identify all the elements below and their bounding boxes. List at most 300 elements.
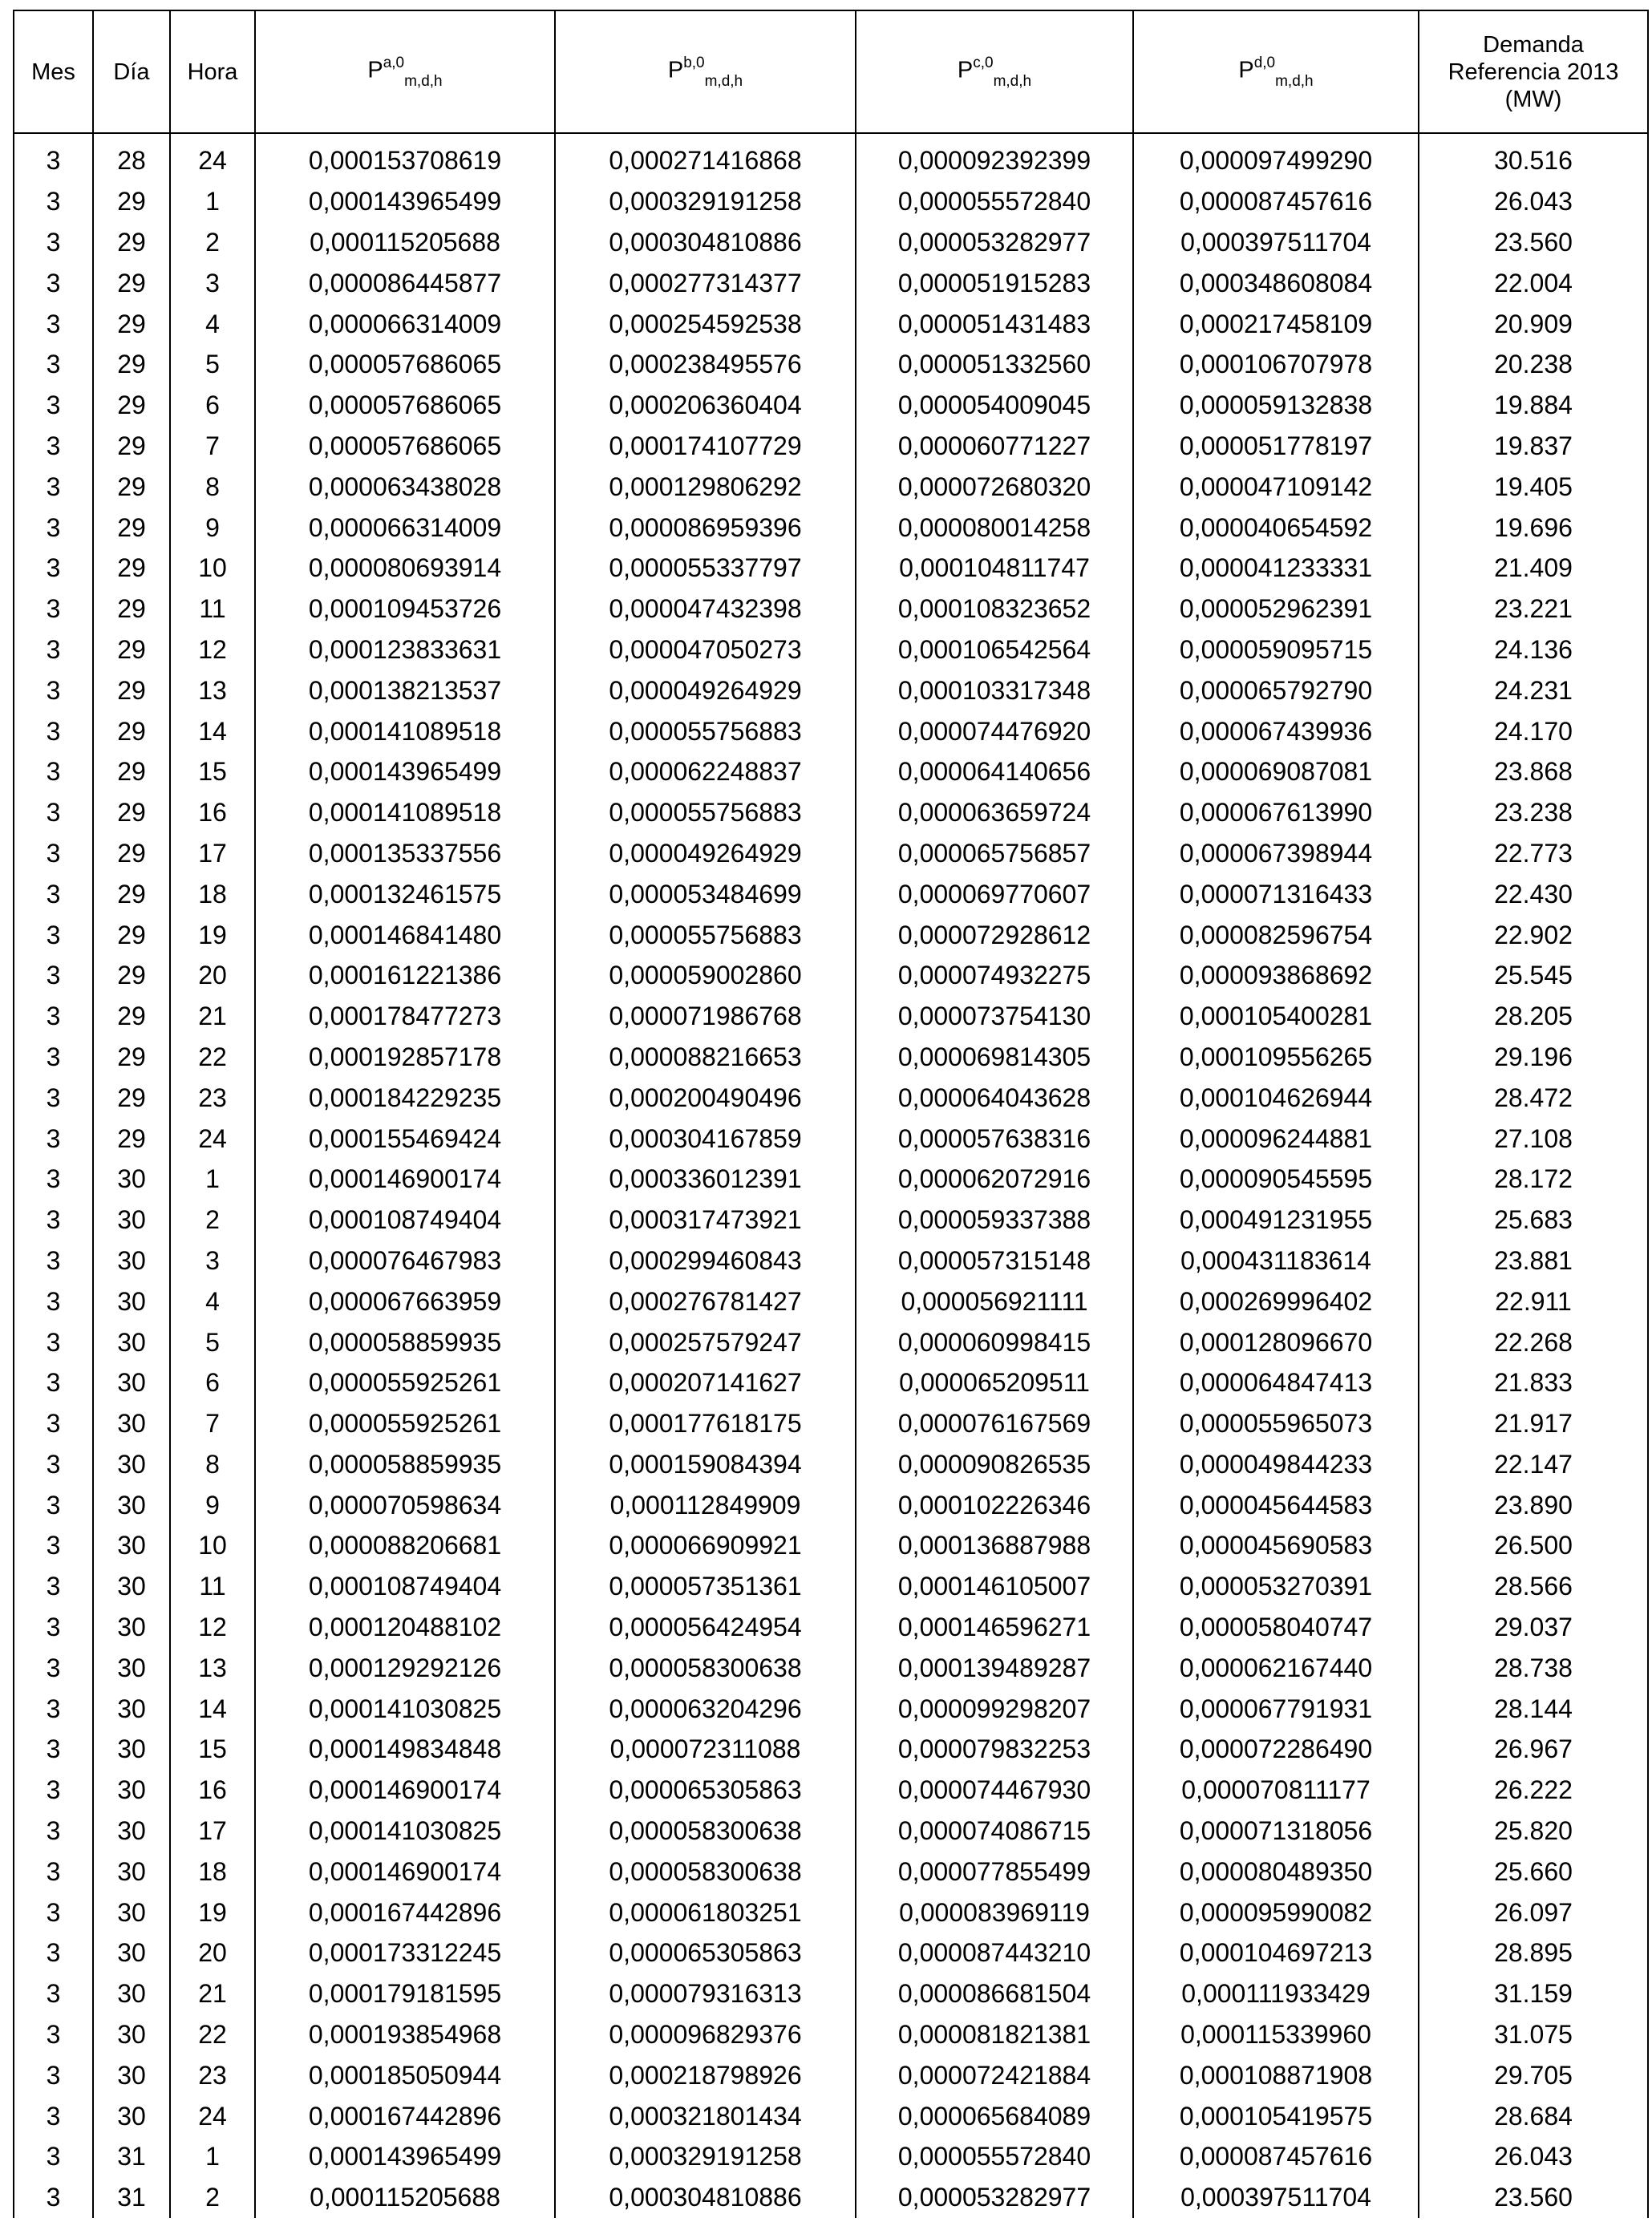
table-row	[14, 792, 1648, 833]
cell-pb: 0,000047432398	[555, 589, 856, 629]
table-row	[14, 996, 1648, 1037]
cell-pa: 0,000057686065	[255, 385, 555, 426]
cell-mes: 3	[14, 1362, 93, 1403]
cell-dia: 30	[93, 1892, 170, 1933]
table-row	[14, 1403, 1648, 1444]
cell-pc: 0,000074932275	[856, 955, 1133, 996]
cell-demanda: 22.147	[1419, 1444, 1648, 1485]
cell-pa: 0,000149834848	[255, 1729, 555, 1770]
cell-pa: 0,000153708619	[255, 133, 555, 181]
cell-pd: 0,000067398944	[1133, 833, 1419, 874]
table-row	[14, 1729, 1648, 1770]
table-row	[14, 548, 1648, 589]
cell-pa: 0,000173312245	[255, 1933, 555, 1973]
pb-sub: m,d,h	[704, 73, 743, 91]
cell-pb: 0,000047050273	[555, 629, 856, 670]
cell-dia: 29	[93, 914, 170, 955]
table-row	[14, 1077, 1648, 1118]
table-row	[14, 1770, 1648, 1811]
cell-pa: 0,000070598634	[255, 1484, 555, 1525]
cell-pd: 0,000053270391	[1133, 1566, 1419, 1607]
cell-pd: 0,000115339960	[1133, 2014, 1419, 2055]
cell-pb: 0,000058300638	[555, 1811, 856, 1852]
cell-pb: 0,000065305863	[555, 1770, 856, 1811]
cell-mes: 3	[14, 955, 93, 996]
cell-pa: 0,000192857178	[255, 1037, 555, 1078]
cell-pa: 0,000066314009	[255, 507, 555, 548]
cell-pb: 0,000061803251	[555, 1892, 856, 1933]
cell-pa: 0,000115205688	[255, 2177, 555, 2218]
cell-dia: 30	[93, 1362, 170, 1403]
cell-dia: 30	[93, 1200, 170, 1240]
cell-pa: 0,000193854968	[255, 2014, 555, 2055]
cell-pb: 0,000218798926	[555, 2054, 856, 2095]
cell-mes: 3	[14, 873, 93, 914]
cell-pc: 0,000072928612	[856, 914, 1133, 955]
cell-pd: 0,000090545595	[1133, 1159, 1419, 1200]
cell-pb: 0,000206360404	[555, 385, 856, 426]
cell-pa: 0,000086445877	[255, 262, 555, 303]
cell-pc: 0,000057315148	[856, 1240, 1133, 1281]
cell-hora: 13	[170, 670, 255, 710]
cell-pd: 0,000052962391	[1133, 589, 1419, 629]
cell-demanda: 19.884	[1419, 385, 1648, 426]
pb-sup: b,0	[683, 54, 705, 71]
cell-mes: 3	[14, 1607, 93, 1648]
cell-pa: 0,000167442896	[255, 1892, 555, 1933]
cell-dia: 30	[93, 1240, 170, 1281]
cell-mes: 3	[14, 303, 93, 344]
cell-pc: 0,000103317348	[856, 670, 1133, 710]
cell-pd: 0,000059095715	[1133, 629, 1419, 670]
cell-hora: 19	[170, 914, 255, 955]
cell-pc: 0,000086681504	[856, 1973, 1133, 2014]
cell-pc: 0,000083969119	[856, 1892, 1133, 1933]
cell-pd: 0,000072286490	[1133, 1729, 1419, 1770]
cell-pb: 0,000071986768	[555, 996, 856, 1037]
cell-dia: 29	[93, 548, 170, 589]
cell-pa: 0,000055925261	[255, 1403, 555, 1444]
cell-pc: 0,000139489287	[856, 1647, 1133, 1688]
cell-mes: 3	[14, 792, 93, 833]
cell-demanda: 30.516	[1419, 133, 1648, 181]
cell-hora: 2	[170, 1200, 255, 1240]
cell-pd: 0,000217458109	[1133, 303, 1419, 344]
table-row	[14, 181, 1648, 222]
cell-hora: 7	[170, 426, 255, 467]
cell-demanda: 19.405	[1419, 466, 1648, 507]
cell-pd: 0,000095990082	[1133, 1892, 1419, 1933]
cell-pb: 0,000174107729	[555, 426, 856, 467]
cell-pa: 0,000141089518	[255, 710, 555, 751]
cell-pa: 0,000120488102	[255, 1607, 555, 1648]
pc-sup: c,0	[973, 54, 994, 71]
col-header-pb	[555, 10, 856, 133]
cell-mes: 3	[14, 2014, 93, 2055]
cell-hora: 3	[170, 1240, 255, 1281]
cell-demanda: 21.917	[1419, 1403, 1648, 1444]
cell-hora: 21	[170, 996, 255, 1037]
cell-pc: 0,000051915283	[856, 262, 1133, 303]
cell-demanda: 23.881	[1419, 1240, 1648, 1281]
cell-pd: 0,000045644583	[1133, 1484, 1419, 1525]
table-row	[14, 1647, 1648, 1688]
cell-pb: 0,000062248837	[555, 751, 856, 792]
cell-hora: 10	[170, 548, 255, 589]
cell-pc: 0,000055572840	[856, 2136, 1133, 2177]
cell-hora: 4	[170, 303, 255, 344]
cell-pa: 0,000057686065	[255, 426, 555, 467]
cell-pc: 0,000080014258	[856, 507, 1133, 548]
cell-demanda: 19.837	[1419, 426, 1648, 467]
cell-pb: 0,000207141627	[555, 1362, 856, 1403]
table-row	[14, 873, 1648, 914]
cell-pd: 0,000087457616	[1133, 2136, 1419, 2177]
cell-pd: 0,000397511704	[1133, 222, 1419, 263]
cell-pd: 0,000106707978	[1133, 344, 1419, 385]
table-row	[14, 1892, 1648, 1933]
cell-pb: 0,000177618175	[555, 1403, 856, 1444]
cell-dia: 30	[93, 1933, 170, 1973]
cell-hora: 12	[170, 1607, 255, 1648]
cell-dia: 30	[93, 2054, 170, 2095]
cell-hora: 15	[170, 751, 255, 792]
cell-pd: 0,000109556265	[1133, 1037, 1419, 1078]
cell-dia: 29	[93, 589, 170, 629]
cell-pb: 0,000055756883	[555, 914, 856, 955]
cell-pb: 0,000056424954	[555, 1607, 856, 1648]
table-row	[14, 2014, 1648, 2055]
cell-pc: 0,000077855499	[856, 1851, 1133, 1892]
cell-pc: 0,000063659724	[856, 792, 1133, 833]
cell-pc: 0,000065209511	[856, 1362, 1133, 1403]
cell-pa: 0,000179181595	[255, 1973, 555, 2014]
cell-pc: 0,000065684089	[856, 2095, 1133, 2136]
cell-hora: 24	[170, 133, 255, 181]
cell-pd: 0,000087457616	[1133, 181, 1419, 222]
cell-pa: 0,000058859935	[255, 1321, 555, 1362]
cell-mes: 3	[14, 1688, 93, 1729]
cell-mes: 3	[14, 1159, 93, 1200]
cell-pb: 0,000200490496	[555, 1077, 856, 1118]
cell-demanda: 23.868	[1419, 751, 1648, 792]
cell-demanda: 25.683	[1419, 1200, 1648, 1240]
table-row	[14, 1444, 1648, 1485]
cell-pd: 0,000093868692	[1133, 955, 1419, 996]
cell-mes: 3	[14, 1525, 93, 1566]
cell-mes: 3	[14, 507, 93, 548]
cell-pc: 0,000064140656	[856, 751, 1133, 792]
table-row	[14, 1525, 1648, 1566]
table-row	[14, 589, 1648, 629]
cell-dia: 29	[93, 507, 170, 548]
cell-pa: 0,000138213537	[255, 670, 555, 710]
table-row	[14, 1159, 1648, 1200]
cell-mes: 3	[14, 914, 93, 955]
cell-hora: 17	[170, 833, 255, 874]
table-row	[14, 1566, 1648, 1607]
cell-pc: 0,000074086715	[856, 1811, 1133, 1852]
cell-dia: 29	[93, 996, 170, 1037]
cell-pa: 0,000108749404	[255, 1566, 555, 1607]
cell-mes: 3	[14, 589, 93, 629]
cell-pc: 0,000056921111	[856, 1281, 1133, 1321]
table-row	[14, 1973, 1648, 2014]
cell-pa: 0,000146900174	[255, 1770, 555, 1811]
cell-dia: 30	[93, 1566, 170, 1607]
cell-demanda: 23.238	[1419, 792, 1648, 833]
cell-pb: 0,000112849909	[555, 1484, 856, 1525]
cell-hora: 4	[170, 1281, 255, 1321]
cell-demanda: 24.170	[1419, 710, 1648, 751]
cell-pd: 0,000431183614	[1133, 1240, 1419, 1281]
cell-pd: 0,000269996402	[1133, 1281, 1419, 1321]
cell-dia: 29	[93, 1118, 170, 1159]
cell-demanda: 25.820	[1419, 1811, 1648, 1852]
cell-pd: 0,000111933429	[1133, 1973, 1419, 2014]
cell-pb: 0,000055337797	[555, 548, 856, 589]
cell-hora: 11	[170, 1566, 255, 1607]
cell-demanda: 22.004	[1419, 262, 1648, 303]
cell-demanda: 25.545	[1419, 955, 1648, 996]
cell-pd: 0,000047109142	[1133, 466, 1419, 507]
demanda-line2: Referencia 2013	[1448, 59, 1619, 85]
cell-pa: 0,000141089518	[255, 792, 555, 833]
cell-mes: 3	[14, 385, 93, 426]
table-row	[14, 914, 1648, 955]
cell-pa: 0,000063438028	[255, 466, 555, 507]
cell-pc: 0,000053282977	[856, 222, 1133, 263]
cell-mes: 3	[14, 2177, 93, 2218]
cell-dia: 30	[93, 1688, 170, 1729]
cell-hora: 18	[170, 873, 255, 914]
cell-pc: 0,000053282977	[856, 2177, 1133, 2218]
cell-dia: 30	[93, 1403, 170, 1444]
cell-mes: 3	[14, 2054, 93, 2095]
cell-mes: 3	[14, 426, 93, 467]
cell-pc: 0,000108323652	[856, 589, 1133, 629]
cell-pd: 0,000491231955	[1133, 1200, 1419, 1240]
cell-pa: 0,000066314009	[255, 303, 555, 344]
cell-demanda: 24.136	[1419, 629, 1648, 670]
cell-dia: 29	[93, 222, 170, 263]
cell-dia: 29	[93, 873, 170, 914]
cell-pc: 0,000065756857	[856, 833, 1133, 874]
cell-dia: 29	[93, 833, 170, 874]
cell-demanda: 23.890	[1419, 1484, 1648, 1525]
cell-pc: 0,000146105007	[856, 1566, 1133, 1607]
cell-pa: 0,000115205688	[255, 222, 555, 263]
col-header-hora	[170, 10, 255, 133]
table-row	[14, 466, 1648, 507]
pa-sup: a,0	[383, 54, 405, 71]
cell-hora: 23	[170, 1077, 255, 1118]
pb-base: P	[667, 57, 684, 83]
cell-pa: 0,000058859935	[255, 1444, 555, 1485]
cell-dia: 30	[93, 1770, 170, 1811]
table-row	[14, 1484, 1648, 1525]
cell-pa: 0,000167442896	[255, 2095, 555, 2136]
table-row	[14, 222, 1648, 263]
cell-dia: 30	[93, 2095, 170, 2136]
cell-demanda: 26.097	[1419, 1892, 1648, 1933]
header-row	[14, 10, 1648, 133]
cell-demanda: 28.684	[1419, 2095, 1648, 2136]
cell-hora: 15	[170, 1729, 255, 1770]
table-row	[14, 426, 1648, 467]
col-header-dia-label: Día	[113, 59, 150, 85]
cell-hora: 9	[170, 507, 255, 548]
table-row	[14, 1200, 1648, 1240]
cell-dia: 29	[93, 303, 170, 344]
cell-demanda: 28.895	[1419, 1933, 1648, 1973]
cell-hora: 2	[170, 222, 255, 263]
cell-pc: 0,000104811747	[856, 548, 1133, 589]
cell-pc: 0,000060771227	[856, 426, 1133, 467]
cell-pa: 0,000184229235	[255, 1077, 555, 1118]
cell-pc: 0,000072421884	[856, 2054, 1133, 2095]
cell-hora: 24	[170, 2095, 255, 2136]
pc-base: P	[957, 57, 974, 83]
table-row	[14, 1851, 1648, 1892]
cell-mes: 3	[14, 2095, 93, 2136]
cell-hora: 7	[170, 1403, 255, 1444]
cell-demanda: 22.268	[1419, 1321, 1648, 1362]
cell-dia: 29	[93, 751, 170, 792]
cell-pa: 0,000161221386	[255, 955, 555, 996]
cell-pd: 0,000397511704	[1133, 2177, 1419, 2218]
cell-demanda: 26.043	[1419, 181, 1648, 222]
cell-mes: 3	[14, 1444, 93, 1485]
demanda-line1: Demanda	[1483, 31, 1584, 58]
cell-pc: 0,000062072916	[856, 1159, 1133, 1200]
cell-pa: 0,000109453726	[255, 589, 555, 629]
cell-pd: 0,000045690583	[1133, 1525, 1419, 1566]
cell-mes: 3	[14, 710, 93, 751]
cell-pd: 0,000105419575	[1133, 2095, 1419, 2136]
cell-pb: 0,000072311088	[555, 1729, 856, 1770]
cell-hora: 1	[170, 2136, 255, 2177]
cell-pc: 0,000069814305	[856, 1037, 1133, 1078]
cell-pc: 0,000073754130	[856, 996, 1133, 1037]
cell-mes: 3	[14, 1403, 93, 1444]
cell-pb: 0,000329191258	[555, 2136, 856, 2177]
cell-pc: 0,000092392399	[856, 133, 1133, 181]
cell-pc: 0,000057638316	[856, 1118, 1133, 1159]
cell-hora: 16	[170, 1770, 255, 1811]
cell-hora: 10	[170, 1525, 255, 1566]
cell-pd: 0,000348608084	[1133, 262, 1419, 303]
cell-demanda: 26.967	[1419, 1729, 1648, 1770]
table-row	[14, 2177, 1648, 2218]
cell-pd: 0,000058040747	[1133, 1607, 1419, 1648]
cell-demanda: 28.472	[1419, 1077, 1648, 1118]
table-row	[14, 1362, 1648, 1403]
cell-mes: 3	[14, 1892, 93, 1933]
cell-demanda: 29.037	[1419, 1607, 1648, 1648]
col-header-mes	[14, 10, 93, 133]
cell-pc: 0,000074476920	[856, 710, 1133, 751]
cell-dia: 30	[93, 1525, 170, 1566]
cell-pc: 0,000054009045	[856, 385, 1133, 426]
cell-pc: 0,000069770607	[856, 873, 1133, 914]
cell-pb: 0,000055756883	[555, 710, 856, 751]
table-row	[14, 629, 1648, 670]
cell-dia: 29	[93, 1037, 170, 1078]
cell-pc: 0,000106542564	[856, 629, 1133, 670]
cell-mes: 3	[14, 1118, 93, 1159]
cell-pa: 0,000146841480	[255, 914, 555, 955]
cell-pb: 0,000159084394	[555, 1444, 856, 1485]
cell-mes: 3	[14, 1933, 93, 1973]
cell-hora: 21	[170, 1973, 255, 2014]
cell-pb: 0,000129806292	[555, 466, 856, 507]
cell-pd: 0,000108871908	[1133, 2054, 1419, 2095]
cell-demanda: 26.043	[1419, 2136, 1648, 2177]
cell-demanda: 31.075	[1419, 2014, 1648, 2055]
cell-pb: 0,000299460843	[555, 1240, 856, 1281]
cell-pb: 0,000321801434	[555, 2095, 856, 2136]
cell-demanda: 29.196	[1419, 1037, 1648, 1078]
cell-mes: 3	[14, 1973, 93, 2014]
cell-demanda: 20.238	[1419, 344, 1648, 385]
cell-pd: 0,000040654592	[1133, 507, 1419, 548]
cell-pb: 0,000088216653	[555, 1037, 856, 1078]
cell-pc: 0,000076167569	[856, 1403, 1133, 1444]
cell-pb: 0,000086959396	[555, 507, 856, 548]
cell-hora: 8	[170, 1444, 255, 1485]
data-table-container	[13, 10, 1647, 2218]
table-row	[14, 133, 1648, 181]
cell-mes: 3	[14, 548, 93, 589]
cell-pa: 0,000080693914	[255, 548, 555, 589]
cell-pd: 0,000065792790	[1133, 670, 1419, 710]
cell-pb: 0,000055756883	[555, 792, 856, 833]
cell-dia: 29	[93, 344, 170, 385]
cell-demanda: 21.833	[1419, 1362, 1648, 1403]
pd-base: P	[1238, 57, 1254, 83]
cell-pa: 0,000088206681	[255, 1525, 555, 1566]
table-row	[14, 1811, 1648, 1852]
cell-pc: 0,000059337388	[856, 1200, 1133, 1240]
cell-pd: 0,000067613990	[1133, 792, 1419, 833]
cell-pc: 0,000102226346	[856, 1484, 1133, 1525]
cell-hora: 18	[170, 1851, 255, 1892]
cell-dia: 30	[93, 1281, 170, 1321]
cell-dia: 29	[93, 181, 170, 222]
cell-pa: 0,000123833631	[255, 629, 555, 670]
cell-mes: 3	[14, 1566, 93, 1607]
cell-mes: 3	[14, 1729, 93, 1770]
cell-demanda: 28.738	[1419, 1647, 1648, 1688]
cell-dia: 29	[93, 1077, 170, 1118]
cell-pa: 0,000108749404	[255, 1200, 555, 1240]
cell-pc: 0,000081821381	[856, 2014, 1133, 2055]
cell-hora: 5	[170, 344, 255, 385]
cell-pb: 0,000304810886	[555, 222, 856, 263]
cell-pb: 0,000304810886	[555, 2177, 856, 2218]
cell-dia: 30	[93, 2014, 170, 2055]
cell-pb: 0,000058300638	[555, 1851, 856, 1892]
cell-mes: 3	[14, 344, 93, 385]
pc-sub: m,d,h	[993, 73, 1032, 91]
cell-demanda: 27.108	[1419, 1118, 1648, 1159]
cell-pd: 0,000097499290	[1133, 133, 1419, 181]
cell-pd: 0,000049844233	[1133, 1444, 1419, 1485]
cell-pa: 0,000055925261	[255, 1362, 555, 1403]
cell-pb: 0,000276781427	[555, 1281, 856, 1321]
cell-hora: 12	[170, 629, 255, 670]
